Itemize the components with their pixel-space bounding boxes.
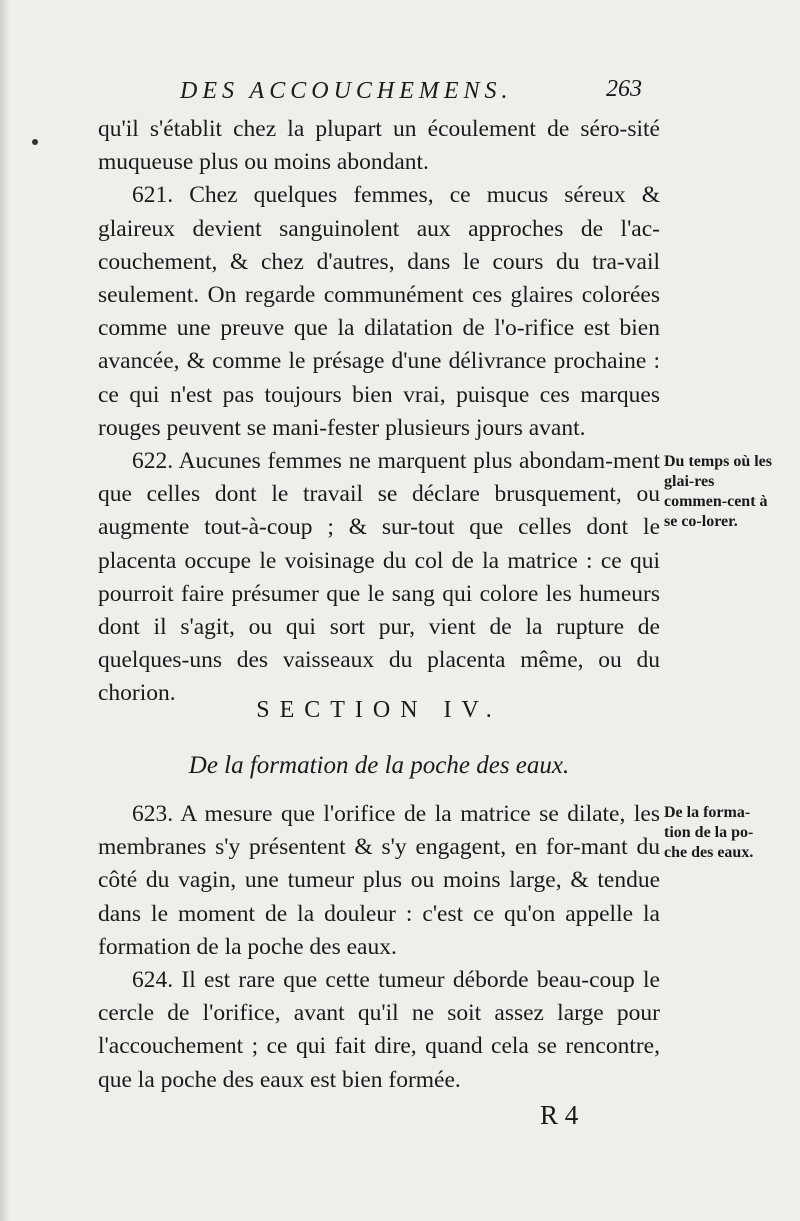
running-head: DES ACCOUCHEMENS. (180, 78, 513, 104)
body-text-top (98, 113, 660, 711)
paragraph-continuation: qu'il s'établit chez la plupart un écoulement de séro-sité muqueuse plus ou moins abondant. (98, 116, 660, 176)
paragraph-621: 621. Chez quelques femmes, ce mucus séreux & glaireux devient sanguinolent aux approches de l'ac-couchement, & chez d'autres, dans le cours du tra-vail seulement. On regarde communément ces glaires colorées comme une preuve que la dilatation de l'o-rifice est bien avancée, & comme le présage d'une délivrance prochaine : ce qui n'est pas toujours bien vrai, puisque ces marques rouges peuvent se mani-fester plusieurs jours avant. (98, 182, 660, 441)
page-number: 263 (606, 76, 642, 102)
margin-note-du-temps: Du temps où les glai-res commen-cent à se co-lorer. (664, 453, 773, 530)
body-text-bottom (98, 798, 660, 1097)
paragraph-624: 624. Il est rare que cette tumeur déborde beau-coup le cercle de l'orifice, avant qu'il ne soit assez large pour l'accouchement ; ce qui fait dire, quand cela se rencontre, que la poche des eaux est bien formée. (98, 967, 660, 1093)
ink-spot (32, 139, 38, 145)
section-subheading: De la formation de la poche des eaux. (188, 752, 570, 779)
paragraph-622: 622. Aucunes femmes ne marquent plus abondam-ment que celles dont le travail se déclare brusquement, ou augmente tout-à-coup ; & sur-tout que celles dont le placenta occupe le voisinage du col de la matrice : ce qui pourroit faire présumer que le sang qui colore les humeurs dont il s'agit, ou qui sort pur, vient de la rupture de quelques-uns des vaisseaux du placenta même, ou du chorion. (98, 448, 660, 707)
signature-mark: R 4 (540, 1100, 579, 1130)
page-edge (0, 0, 10, 1221)
section-heading: SECTION IV. (256, 697, 502, 723)
paragraph-623: 623. A mesure que l'orifice de la matrice se dilate, les membranes s'y présentent & s'y engagent, en for-mant du côté du vagin, une tumeur plus ou moins large, & tendue dans le moment de la douleur : c'est ce qu'on appelle la formation de la poche des eaux. (98, 801, 660, 960)
margin-note-formation: De la forma-tion de la po-che des eaux. (664, 804, 754, 861)
